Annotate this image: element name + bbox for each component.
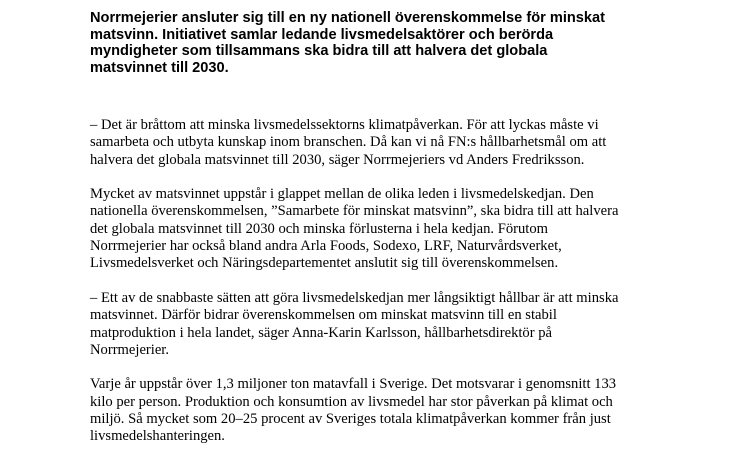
text-line: det globala matsvinnet till 2030 och minska förlusterna i hela kedjan. Förutom [90, 220, 548, 237]
text-line: Norrmejerier har också bland andra Arla Foods, Sodexo, LRF, Naturvårdsverket, [90, 238, 562, 255]
body-text [90, 117, 650, 463]
text-line: matsvinnet. Därför bidrar överenskommelsen om minskat matsvinn till en stabil [90, 307, 557, 324]
text-line: nationella överenskommelsen, ”Samarbete för minskat matsvinn”, ska bidra till att halvera [90, 203, 619, 220]
lead-line: myndigheter som tillsammans ska bidra till att halvera det globala [90, 43, 548, 60]
text-line: – Ett av de snabbaste sätten att göra livsmedelskedjan mer långsiktigt hållbar är att minska [90, 289, 619, 306]
body-paragraph-quote-sustainability [90, 290, 650, 359]
text-line: Varje år uppstår över 1,3 miljoner ton matavfall i Sverige. Det motsvarar i genomsnitt 133 [90, 376, 617, 393]
text-line: samarbeta och utbyta kunskap inom branschen. Då kan vi nå FN:s hållbarhetsmål om att [90, 134, 607, 151]
text-line: miljö. Så mycket som 20–25 procent av Sveriges totala klimatpåverkan kommer från just [90, 411, 611, 428]
text-line: livsmedelshanteringen. [90, 428, 225, 445]
text-line: matproduktion i hela landet, säger Anna-Karin Karlsson, hållbarhetsdirektör på [90, 324, 552, 341]
lead-line: matsvinn. Initiativet samlar ledande livsmedelsaktörer och berörda [90, 26, 554, 43]
body-paragraph-statistics [90, 376, 650, 445]
lead-line: Norrmejerier ansluter sig till en ny nationell överenskommelse för minskat [90, 10, 606, 26]
body-paragraph-agreement [90, 186, 650, 272]
text-line: kilo per person. Produktion och konsumtion av livsmedel har stor påverkan på klimat och [90, 393, 613, 410]
text-line: Norrmejerier. [90, 341, 170, 358]
body-paragraph-quote-ceo [90, 117, 650, 169]
lead-paragraph [90, 10, 610, 76]
text-line: Livsmedelsverket och Näringsdepartementet anslutit sig till överenskommelsen. [90, 255, 559, 272]
lead-line: matsvinnet till 2030. [90, 59, 229, 76]
text-line: – Det är bråttom att minska livsmedelssektorns klimatpåverkan. För att lyckas måste vi [90, 117, 599, 133]
text-line: Mycket av matsvinnet uppstår i glappet mellan de olika leden i livsmedelskedjan. Den [90, 186, 594, 203]
text-line: halvera det globala matsvinnet till 2030, säger Norrmejeriers vd Anders Fredriksson. [90, 151, 585, 168]
